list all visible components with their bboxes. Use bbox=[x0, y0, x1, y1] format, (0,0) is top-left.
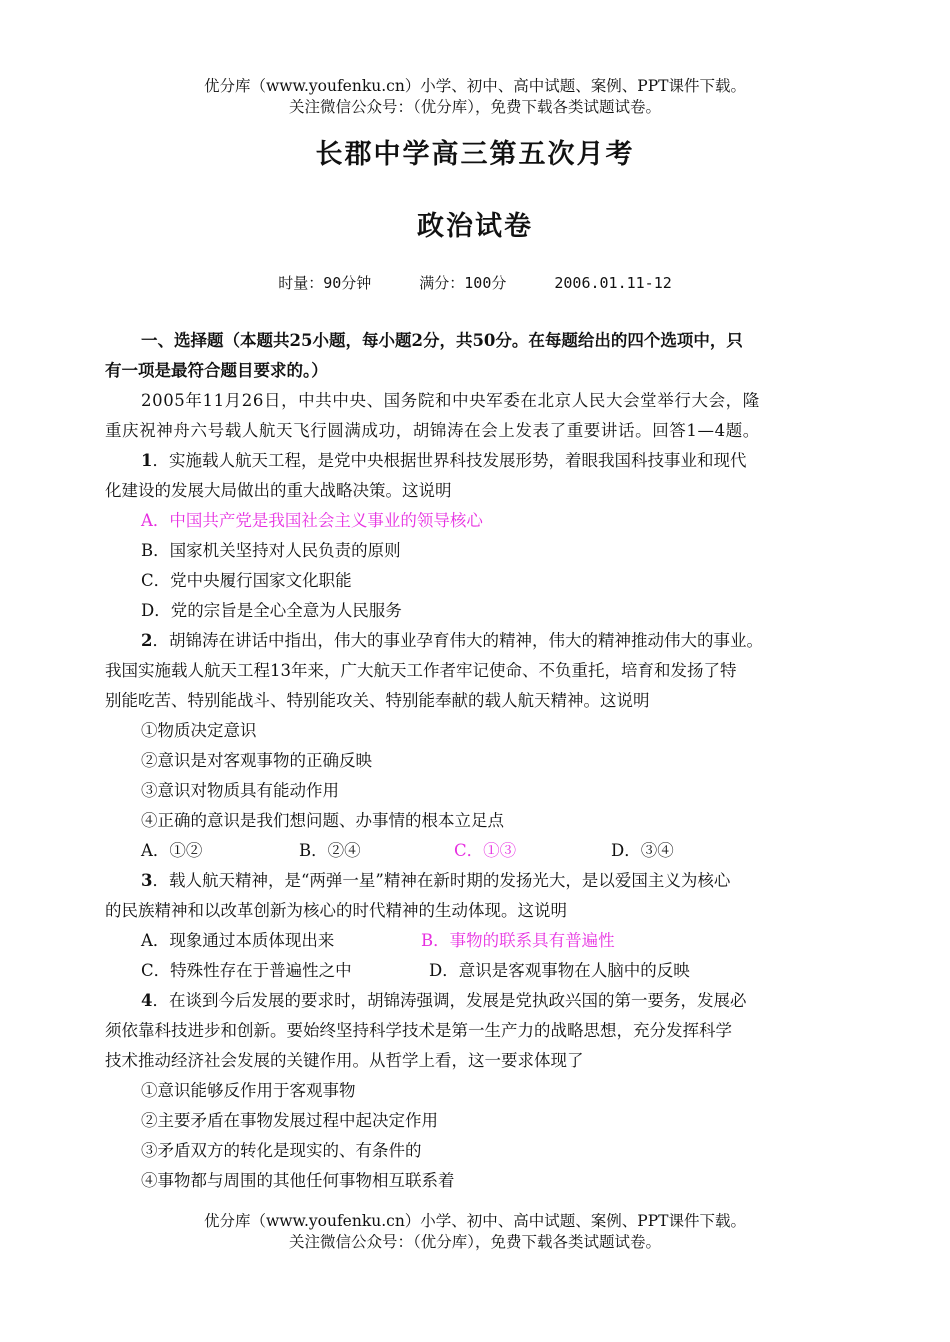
question-3-options-row-1 bbox=[105, 926, 850, 956]
question-2-option-b: B．②④ bbox=[299, 841, 361, 860]
question-2-statement-1: ①物质决定意识 bbox=[141, 721, 257, 740]
watermark-line-1: 优分库（www.youfenku.cn）小学、初中、高中试题、案例、PPT课件下载。 bbox=[203, 77, 747, 95]
question-1-option-c: C．党中央履行国家文化职能 bbox=[141, 571, 352, 590]
question-4-statement-4: ④事物都与周围的其他任何事物相互联系着 bbox=[141, 1171, 455, 1190]
exam-title: 长郡中学高三第五次月考 bbox=[315, 139, 635, 170]
header-watermark bbox=[0, 76, 950, 118]
question-3-option-a: A．现象通过本质体现出来 bbox=[141, 931, 335, 950]
question-4-statement-3: ③矛盾双方的转化是现实的、有条件的 bbox=[141, 1141, 422, 1160]
question-1-stem: 1．实施载人航天工程，是党中央根据世界科技发展形势，着眼我国科技事业和现代 化建设的发展大局做出的重大战略决策。这说明 bbox=[105, 451, 747, 500]
question-2-option-a: A．①② bbox=[141, 841, 203, 860]
question-3-option-b: B．事物的联系具有普遍性 bbox=[421, 931, 615, 950]
question-1-option-b: B．国家机关坚持对人民负责的原则 bbox=[141, 541, 401, 560]
question-3-option-d: D．意识是客观事物在人脑中的反映 bbox=[429, 961, 690, 980]
question-3-option-c: C．特殊性存在于普遍性之中 bbox=[141, 961, 352, 980]
section-heading: 一、选择题（本题共25小题，每小题2分，共50分。在每题给出的四个选项中，只 有一项是最符合题目要求的。） bbox=[105, 331, 743, 380]
question-2-option-c: C．①③ bbox=[454, 841, 517, 860]
footer-watermark bbox=[0, 1211, 950, 1253]
question-1-option-a: A．中国共产党是我国社会主义事业的领导核心 bbox=[141, 511, 483, 530]
question-3-stem: 3．载人航天精神，是“两弹一星”精神在新时期的发扬光大，是以爱国主义为核心 的民族精神和以改革创新为核心的时代精神的生动体现。这说明 bbox=[105, 871, 731, 920]
exam-score: 满分：100分 bbox=[419, 274, 507, 292]
question-3-options-row-2 bbox=[105, 956, 850, 986]
question-3-number: 3 bbox=[141, 871, 153, 890]
question-4-number: 4 bbox=[141, 991, 153, 1010]
exam-date: 2006.01.11-12 bbox=[554, 274, 672, 292]
exam-time: 时量：90分钟 bbox=[278, 274, 372, 292]
question-2-options bbox=[105, 836, 850, 866]
question-2-statement-3: ③意识对物质具有能动作用 bbox=[141, 781, 339, 800]
watermark-line-1: 优分库（www.youfenku.cn）小学、初中、高中试题、案例、PPT课件下载。 bbox=[203, 1212, 747, 1230]
question-1-option-d: D．党的宗旨是全心全意为人民服务 bbox=[141, 601, 402, 620]
watermark-line-2: 关注微信公众号：（优分库），免费下载各类试题试卷。 bbox=[288, 98, 661, 116]
question-2-statement-4: ④正确的意识是我们想问题、办事情的根本立足点 bbox=[141, 811, 504, 830]
intro-paragraph: 2005年11月26日，中共中央、国务院和中央军委在北京人民大会堂举行大会，隆 重庆祝神舟六号载人航天飞行圆满成功，胡锦涛在会上发表了重要讲话。回答1—4题。 bbox=[105, 391, 760, 440]
question-4-statement-2: ②主要矛盾在事物发展过程中起决定作用 bbox=[141, 1111, 438, 1130]
exam-meta bbox=[0, 272, 950, 293]
question-2-statement-2: ②意识是对客观事物的正确反映 bbox=[141, 751, 372, 770]
exam-subtitle: 政治试卷 bbox=[417, 211, 533, 242]
question-4-stem: 4．在谈到今后发展的要求时，胡锦涛强调，发展是党执政兴国的第一要务，发展必 须依靠科技进步和创新。要始终坚持科学技术是第一生产力的战略思想，充分发挥科学 技术推动经济社会发展的关键作用。从哲学上看，这一要求体现了 bbox=[105, 991, 747, 1070]
question-1-number: 1 bbox=[141, 451, 153, 470]
question-2-option-d: D．③④ bbox=[611, 841, 674, 860]
question-2-stem: 2．胡锦涛在讲话中指出，伟大的事业孕育伟大的精神，伟大的精神推动伟大的事业。 我国实施载人航天工程13年来，广大航天工作者牢记使命、不负重托，培育和发扬了特 别能吃苦、特别能战斗、特别能攻关、特别能奉献的载人航天精神。这说明 bbox=[105, 631, 763, 710]
question-4-statement-1: ①意识能够反作用于客观事物 bbox=[141, 1081, 356, 1100]
question-2-number: 2 bbox=[141, 631, 153, 650]
watermark-line-2: 关注微信公众号：（优分库），免费下载各类试题试卷。 bbox=[288, 1233, 661, 1251]
exam-content bbox=[105, 326, 850, 1196]
